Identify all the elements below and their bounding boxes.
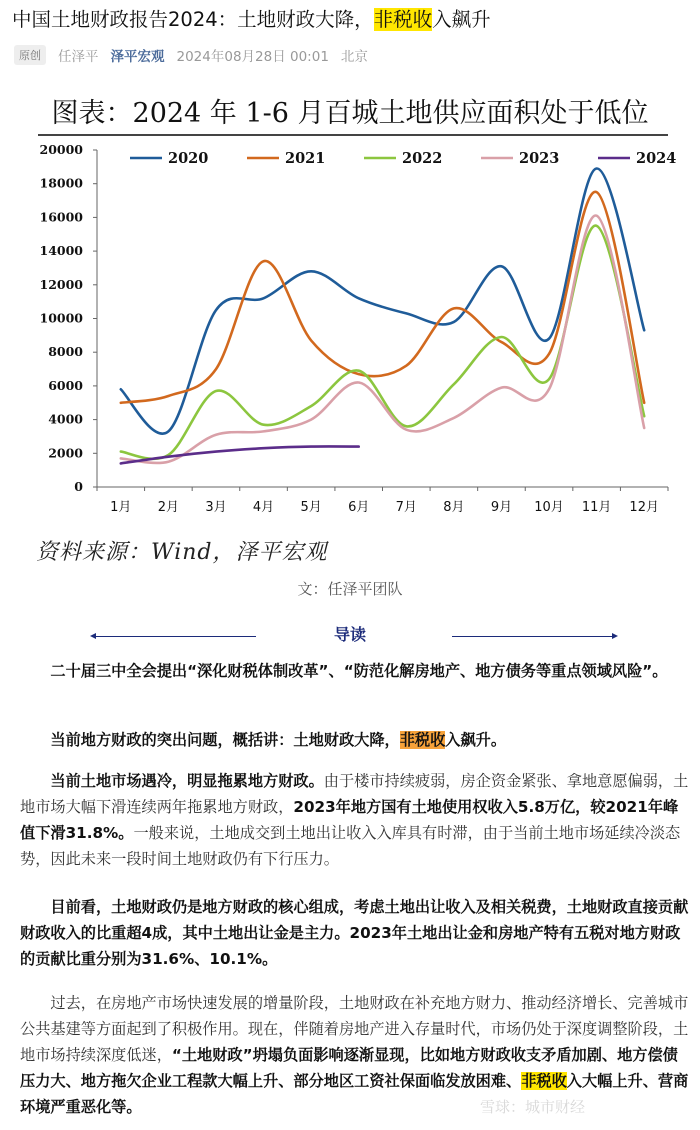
legend-label-2024: 2024 — [636, 150, 677, 167]
series-line-2021 — [121, 192, 644, 403]
x-tick-label: 8月 — [443, 500, 465, 515]
x-tick-label: 11月 — [581, 500, 612, 515]
highlight-nontax-2: 非税收 — [521, 1072, 567, 1090]
figure-credit: 文：任泽平团队 — [297, 580, 403, 598]
y-tick-label: 14000 — [39, 243, 83, 259]
paragraph-3: 当前土地市场遇冷，明显拖累地方财政。由于楼市持续疲弱，房企资金紧张、拿地意愿偏弱，土地市场大幅下滑连续两年拖累地方财政，2023年地方国有土地使用权收入5.8万亿，较2021年峰值下滑31.8%。一般来说，土地成交到土地出让收入入库具有时滞，由于当前土地市场延续冷淡态势，因此未来一段时间土地财政仍有下行压力。 — [20, 772, 689, 868]
x-tick-label: 12月 — [629, 500, 659, 515]
title-highlight: 非税收 — [373, 8, 433, 31]
x-tick-label: 6月 — [348, 500, 370, 515]
paragraph-4: 目前看，土地财政仍是地方财政的核心组成，考虑土地出让收入及相关税费，土地财政直接贡献财政收入的比重超4成，其中土地出让金是主力。2023年土地出让金和房地产特有五税对地方财政的贡献比重分别为31.6%、10.1%。 — [20, 898, 689, 968]
paragraph-5: 过去，在房地产市场快速发展的增量阶段，土地财政在补充地方财力、推动经济增长、完善城市公共基建等方面起到了积极作用。现在，伴随着房地产进入存量时代，市场仍处于深度调整阶段，土地市场持续深度低迷，“土地财政”坍塌负面影响逐渐显现，比如地方财政收支矛盾加剧、地方偿债压力大、地方拖欠企业工程款大幅上升、部分地区工资社保面临发放困难、非税收入大幅上升、营商环境严重恶化等。 — [20, 994, 689, 1116]
x-tick-label: 1月 — [110, 500, 132, 515]
account-link[interactable]: 泽平宏观 — [110, 49, 165, 65]
section-divider-right — [452, 636, 612, 637]
publish-date: 2024年08月28日 00:01 — [176, 49, 329, 65]
paragraph-2: 当前地方财政的突出问题，概括讲：土地财政大降，非税收入飙升。 — [50, 731, 507, 749]
watermark: 雪球：城市财经 — [480, 1098, 586, 1116]
paragraph-1: 二十届三中全会提出“深化财税体制改革”、“防范化解房地产、地方债务等重点领域风险”。 — [50, 662, 668, 680]
y-tick-label: 10000 — [39, 310, 83, 326]
y-tick-label: 2000 — [48, 445, 83, 461]
x-tick-label: 9月 — [490, 500, 513, 515]
x-tick-label: 10月 — [534, 500, 564, 515]
series-line-2023 — [121, 216, 644, 463]
article-title: 中国土地财政报告2024：土地财政大降，非税收入飙升 — [12, 8, 491, 31]
publish-location: 北京 — [340, 49, 368, 65]
legend-label-2020: 2020 — [168, 150, 209, 167]
article-meta — [14, 44, 368, 66]
legend-label-2023: 2023 — [519, 150, 560, 167]
series-line-2022 — [121, 226, 644, 459]
y-tick-label: 20000 — [39, 142, 83, 157]
y-tick-label: 4000 — [48, 411, 83, 427]
x-tick-label: 2月 — [157, 500, 180, 515]
x-tick-label: 7月 — [395, 500, 417, 515]
y-tick-label: 18000 — [39, 175, 83, 191]
series-line-2024 — [121, 446, 359, 463]
x-tick-label: 3月 — [205, 500, 227, 515]
highlight-nontax: 非税收 — [399, 731, 446, 749]
y-tick-label: 6000 — [48, 377, 83, 393]
figure-source: 资料来源：Wind，泽平宏观 — [36, 540, 328, 565]
figure-title: 图表：2024 年 1-6 月百城土地供应面积处于低位 — [51, 98, 649, 129]
y-tick-label: 8000 — [48, 344, 83, 360]
y-tick-label: 12000 — [39, 276, 83, 292]
x-tick-label: 4月 — [252, 500, 275, 515]
line-chart — [0, 136, 700, 528]
y-tick-label: 0 — [74, 479, 83, 494]
original-badge: 原创 — [14, 45, 46, 65]
author-name[interactable]: 任泽平 — [58, 49, 99, 65]
x-tick-label: 5月 — [300, 500, 322, 515]
legend-label-2021: 2021 — [285, 150, 326, 167]
y-tick-label: 16000 — [39, 209, 83, 225]
legend-label-2022: 2022 — [402, 150, 443, 167]
section-title: 导读 — [333, 625, 366, 644]
